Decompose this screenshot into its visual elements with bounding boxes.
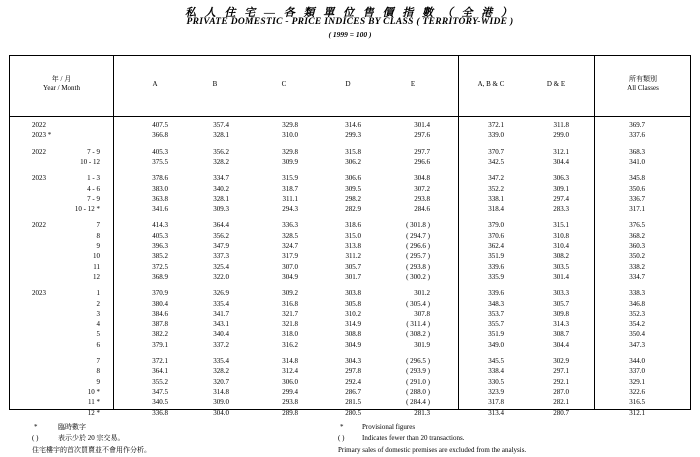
row-period: 12 * [87, 408, 100, 417]
index-value: 303.3 [553, 289, 569, 298]
index-value: 289.8 [282, 408, 298, 417]
index-value: 376.5 [629, 221, 645, 230]
column-header: A [152, 80, 158, 88]
footnote-primary-en: Primary sales of domestic premises are excluded from the analysis. [338, 446, 527, 454]
index-value: 350.4 [629, 330, 645, 339]
row-year: 2022 [32, 121, 46, 129]
index-value: 368.2 [629, 231, 645, 240]
index-value: 306.0 [282, 377, 298, 386]
index-value: 338.1 [488, 194, 504, 203]
footnote-paren-symbol: ( ) [32, 434, 39, 442]
index-value: 336.7 [629, 194, 645, 203]
index-value: ( 300.2 ) [406, 272, 430, 281]
index-value: 304.0 [213, 408, 229, 417]
index-value: 296.6 [414, 157, 430, 166]
index-value: 370.9 [152, 289, 168, 298]
index-value: 311.8 [553, 121, 569, 129]
index-value: 414.3 [152, 221, 168, 230]
index-value: 337.2 [213, 340, 229, 349]
index-value: 338.3 [629, 289, 645, 298]
price-index-table [9, 55, 691, 417]
index-value: 304.4 [553, 340, 569, 349]
index-value: 348.3 [488, 299, 504, 308]
index-value: 303.8 [345, 289, 361, 298]
title-chinese: 私 人 住 宅 — 各 類 單 位 售 價 指 數 （ 全 港 ） [185, 7, 515, 19]
index-value: 328.2 [213, 367, 229, 376]
index-value: 307.8 [414, 309, 430, 318]
index-value: 315.9 [282, 174, 298, 183]
index-value: 309.0 [213, 398, 229, 407]
footnote-star-symbol: * [34, 423, 38, 431]
row-year: 2022 [32, 147, 46, 156]
index-value: 340.5 [152, 398, 168, 407]
index-value: 308.7 [553, 330, 569, 339]
index-value: 364.1 [152, 367, 168, 376]
index-value: 306.2 [345, 157, 361, 166]
index-value: 316.8 [282, 299, 298, 308]
index-value: 309.3 [213, 205, 229, 214]
index-value: 304.3 [345, 357, 361, 365]
index-value: 317.8 [488, 398, 504, 407]
row-period: 8 [96, 367, 100, 376]
index-value: 334.7 [629, 272, 645, 281]
column-header: E [410, 80, 416, 88]
index-value: 323.9 [488, 387, 504, 396]
index-value: 304.9 [282, 272, 298, 281]
all-classes-header-en: All Classes [627, 84, 659, 92]
index-value: 322.0 [213, 272, 229, 281]
index-value: 347.2 [488, 174, 504, 183]
index-value: ( 295.7 ) [406, 252, 430, 261]
row-period: 10 * [87, 387, 100, 396]
row-period: 4 - 6 [87, 184, 100, 193]
index-value: 301.4 [553, 272, 569, 281]
column-header: B [212, 80, 218, 88]
index-value: ( 296.6 ) [406, 242, 430, 250]
index-value: 283.3 [553, 205, 569, 214]
index-value: 339.0 [488, 131, 504, 140]
index-value: 284.6 [414, 205, 430, 214]
index-value: 282.1 [553, 398, 569, 407]
index-value: 339.6 [488, 289, 504, 298]
index-value: 342.5 [488, 157, 504, 166]
index-value: 299.0 [553, 131, 569, 140]
all-classes-header-zh: 所有類別 [629, 75, 657, 83]
row-period: 4 [96, 320, 100, 329]
index-value: 306.6 [345, 174, 361, 183]
index-value: 329.8 [282, 147, 298, 156]
index-value: 297.8 [345, 367, 361, 376]
index-value: ( 288.0 ) [406, 387, 430, 396]
index-value: 303.5 [553, 262, 569, 271]
index-value: 317.1 [629, 205, 645, 214]
index-value: 339.6 [488, 262, 504, 271]
index-value: 314.3 [553, 320, 569, 329]
index-value: 297.1 [553, 367, 569, 376]
index-value: 360.3 [629, 242, 645, 250]
index-value: 330.5 [488, 377, 504, 386]
all-classes-header [595, 75, 691, 93]
row-period: 6 [96, 340, 100, 349]
index-value: 354.2 [629, 320, 645, 329]
index-value: 310.0 [282, 131, 298, 140]
index-value: 281.5 [345, 398, 361, 407]
index-value: 308.8 [345, 330, 361, 339]
index-value: 318.7 [282, 184, 298, 193]
index-value: 407.5 [152, 121, 168, 129]
index-value: 313.8 [345, 242, 361, 250]
index-value: 317.9 [282, 252, 298, 261]
row-period: 1 [96, 289, 100, 298]
footnote-primary-zh: 住宅樓宇的首次買賣並不會用作分析。 [32, 446, 151, 454]
index-value: 320.7 [213, 377, 229, 386]
index-value: 305.7 [345, 262, 361, 271]
index-value: 314.9 [345, 320, 361, 329]
index-value: 356.2 [213, 231, 229, 240]
index-value: 380.4 [152, 299, 168, 308]
index-value: 299.4 [282, 387, 298, 396]
index-value: 372.1 [152, 357, 168, 365]
index-value: 356.2 [213, 147, 229, 156]
index-value: 301.9 [414, 340, 430, 349]
row-period: 10 - 12 [80, 157, 100, 166]
column-header: D & E [546, 80, 566, 88]
index-value: 355.2 [152, 377, 168, 386]
index-value: 338.4 [488, 367, 504, 376]
footnote-star-zh: 臨時數字 [58, 423, 86, 431]
row-period: 5 [96, 330, 100, 339]
index-value: 352.2 [488, 184, 504, 193]
index-value: 362.4 [488, 242, 504, 250]
index-value: 351.9 [488, 330, 504, 339]
index-value: 344.0 [629, 357, 645, 365]
row-period: 9 [96, 377, 100, 386]
index-value: ( 296.5 ) [406, 357, 430, 365]
index-value: 329.8 [282, 121, 298, 129]
index-value: 298.2 [345, 194, 361, 203]
row-period: 8 [96, 231, 100, 240]
index-value: 321.8 [282, 320, 298, 329]
row-period: 2 [96, 299, 100, 308]
index-value: 309.2 [282, 289, 298, 298]
index-value: 378.6 [152, 174, 168, 183]
index-value: 310.8 [553, 231, 569, 240]
index-value: 336.3 [282, 221, 298, 230]
index-value: 301.2 [414, 289, 430, 298]
row-period: 10 [93, 252, 100, 261]
row-year: 2023 [32, 289, 46, 298]
footnote-star-en: Provisional figures [362, 423, 416, 431]
index-value: 297.4 [553, 194, 569, 203]
row-period: 11 * [88, 398, 100, 407]
index-value: 345.5 [488, 357, 504, 365]
index-value: 280.5 [345, 408, 361, 417]
index-value: 351.9 [488, 252, 504, 261]
index-value: 335.4 [213, 357, 229, 365]
index-value: 347.5 [152, 387, 168, 396]
index-value: 311.1 [282, 194, 298, 203]
index-value: 385.2 [152, 252, 168, 261]
index-value: 310.4 [553, 242, 569, 250]
index-value: 328.1 [213, 131, 229, 140]
row-year: 2022 [32, 221, 46, 230]
index-value: 341.0 [629, 157, 645, 166]
index-value: 343.1 [213, 320, 229, 329]
index-value: 340.4 [213, 330, 229, 339]
row-period: 11 [93, 262, 100, 271]
index-value: 302.9 [553, 357, 569, 365]
index-value: 309.9 [282, 157, 298, 166]
index-value: 280.7 [553, 408, 569, 417]
index-value: 297.7 [414, 147, 430, 156]
row-period: 3 [96, 309, 100, 318]
index-value: 307.2 [414, 184, 430, 193]
index-value: 382.2 [152, 330, 168, 339]
column-header: D [345, 80, 351, 88]
index-value: 318.0 [282, 330, 298, 339]
index-value: 282.9 [345, 205, 361, 214]
index-value: 315.1 [553, 221, 569, 230]
index-value: 301.4 [414, 121, 430, 129]
index-value: 328.2 [213, 157, 229, 166]
footnote-paren-symbol-en: ( ) [338, 434, 345, 442]
index-value: 346.8 [629, 299, 645, 308]
index-value: 292.1 [553, 377, 569, 386]
period-header [10, 75, 113, 93]
index-value: ( 293.8 ) [406, 262, 430, 271]
title-english: PRIVATE DOMESTIC - PRICE INDICES BY CLASS ( TERRITORY-WIDE ) [186, 17, 514, 27]
index-value: 306.3 [553, 174, 569, 183]
index-value: 384.6 [152, 309, 168, 318]
index-value: ( 284.4 ) [406, 398, 430, 407]
index-value: 287.0 [553, 387, 569, 396]
index-value: 321.7 [282, 309, 298, 318]
index-value: 337.6 [629, 131, 645, 140]
index-value: 297.6 [414, 131, 430, 140]
index-value: 372.1 [488, 121, 504, 129]
index-value: 334.7 [213, 174, 229, 183]
index-value: 318.4 [488, 205, 504, 214]
index-value: 338.2 [629, 262, 645, 271]
index-value: 337.0 [629, 367, 645, 376]
index-value: ( 293.9 ) [406, 367, 430, 376]
index-value: 305.8 [345, 299, 361, 308]
index-value: 311.2 [345, 252, 361, 261]
index-value: 314.6 [345, 121, 361, 129]
index-value: 294.3 [282, 205, 298, 214]
index-value: 341.7 [213, 309, 229, 318]
index-value: 335.4 [213, 299, 229, 308]
index-value: ( 294.7 ) [406, 231, 430, 240]
index-value: 405.3 [152, 147, 168, 156]
index-value: 347.3 [629, 340, 645, 349]
index-value: 293.8 [414, 194, 430, 203]
index-value: 304.4 [553, 157, 569, 166]
index-value: 307.0 [282, 262, 298, 271]
index-value: 350.6 [629, 184, 645, 193]
index-value: 325.4 [213, 262, 229, 271]
index-value: 310.2 [345, 309, 361, 318]
index-value: 304.9 [345, 340, 361, 349]
index-value: 370.7 [488, 147, 504, 156]
index-base: ( 1999 = 100 ) [328, 30, 372, 39]
index-value: 309.8 [553, 309, 569, 318]
row-period: 7 [96, 221, 100, 230]
index-value: 340.2 [213, 184, 229, 193]
column-header: A, B & C [477, 80, 505, 88]
row-year: 2023 * [32, 131, 52, 140]
column-divider [113, 56, 114, 409]
index-value: 347.9 [213, 242, 229, 250]
index-value: 286.7 [345, 387, 361, 396]
index-value: 314.8 [213, 387, 229, 396]
index-value: 336.8 [152, 408, 168, 417]
index-value: 363.8 [152, 194, 168, 203]
index-value: 324.7 [282, 242, 298, 250]
index-value: 313.4 [488, 408, 504, 417]
index-value: 292.4 [345, 377, 361, 386]
index-value: 328.1 [213, 194, 229, 203]
index-value: 308.2 [553, 252, 569, 261]
index-value: 309.5 [345, 184, 361, 193]
index-value: 357.4 [213, 121, 229, 129]
index-value: 301.7 [345, 272, 361, 281]
row-period: 12 [93, 272, 100, 281]
index-value: 366.8 [152, 131, 168, 140]
index-value: ( 305.4 ) [406, 299, 430, 308]
index-value: 318.6 [345, 221, 361, 230]
index-value: 369.7 [629, 121, 645, 129]
index-value: 304.8 [414, 174, 430, 183]
row-period: 7 - 9 [87, 147, 100, 156]
index-value: 328.5 [282, 231, 298, 240]
index-value: 341.6 [152, 205, 168, 214]
index-value: ( 308.2 ) [406, 330, 430, 339]
index-value: 299.3 [345, 131, 361, 140]
index-value: 309.1 [553, 184, 569, 193]
footnote-star-symbol-en: * [340, 423, 344, 431]
index-value: 405.3 [152, 231, 168, 240]
index-value: 305.7 [553, 299, 569, 308]
index-value: 335.9 [488, 272, 504, 281]
index-value: 312.1 [629, 408, 645, 417]
index-value: 368.9 [152, 272, 168, 281]
index-value: 293.8 [282, 398, 298, 407]
row-period: 7 - 9 [87, 194, 100, 203]
index-value: 322.6 [629, 387, 645, 396]
footnote-paren-zh: 表示少於 20 宗交易。 [58, 434, 125, 442]
index-value: 375.5 [152, 157, 168, 166]
index-value: 315.0 [345, 231, 361, 240]
index-value: 352.3 [629, 309, 645, 318]
index-value: 372.5 [152, 262, 168, 271]
index-value: 368.3 [629, 147, 645, 156]
period-header-zh: 年 / 月 [51, 75, 72, 83]
row-period: 1 - 3 [87, 174, 100, 183]
index-value: 314.8 [282, 357, 298, 365]
row-period: 10 - 12 * [74, 205, 100, 214]
index-value: 383.0 [152, 184, 168, 193]
index-value: 337.3 [213, 252, 229, 261]
index-value: 315.8 [345, 147, 361, 156]
header-divider [10, 116, 690, 117]
index-value: 387.8 [152, 320, 168, 329]
index-value: 364.4 [213, 221, 229, 230]
row-period: 7 [96, 357, 100, 365]
index-value: 316.2 [282, 340, 298, 349]
index-value: 312.4 [282, 367, 298, 376]
index-value: 349.0 [488, 340, 504, 349]
column-header: C [281, 80, 287, 88]
index-value: 353.7 [488, 309, 504, 318]
row-year: 2023 [32, 174, 46, 183]
index-value: 345.8 [629, 174, 645, 183]
index-value: ( 311.4 ) [406, 320, 430, 329]
index-value: 316.5 [629, 398, 645, 407]
index-value: 379.1 [152, 340, 168, 349]
index-value: ( 291.0 ) [406, 377, 430, 386]
index-value: 312.1 [553, 147, 569, 156]
footnote-paren-en: Indicates fewer than 20 transactions. [362, 434, 465, 442]
index-value: 396.3 [152, 242, 168, 250]
index-value: ( 301.8 ) [406, 221, 430, 230]
period-header-en: Year / Month [42, 84, 80, 92]
index-value: 379.0 [488, 221, 504, 230]
index-value: 355.7 [488, 320, 504, 329]
index-value: 350.2 [629, 252, 645, 261]
index-value: 281.3 [414, 408, 430, 417]
row-period: 9 [96, 242, 100, 250]
index-value: 329.1 [629, 377, 645, 386]
index-value: 370.6 [488, 231, 504, 240]
index-value: 326.9 [213, 289, 229, 298]
